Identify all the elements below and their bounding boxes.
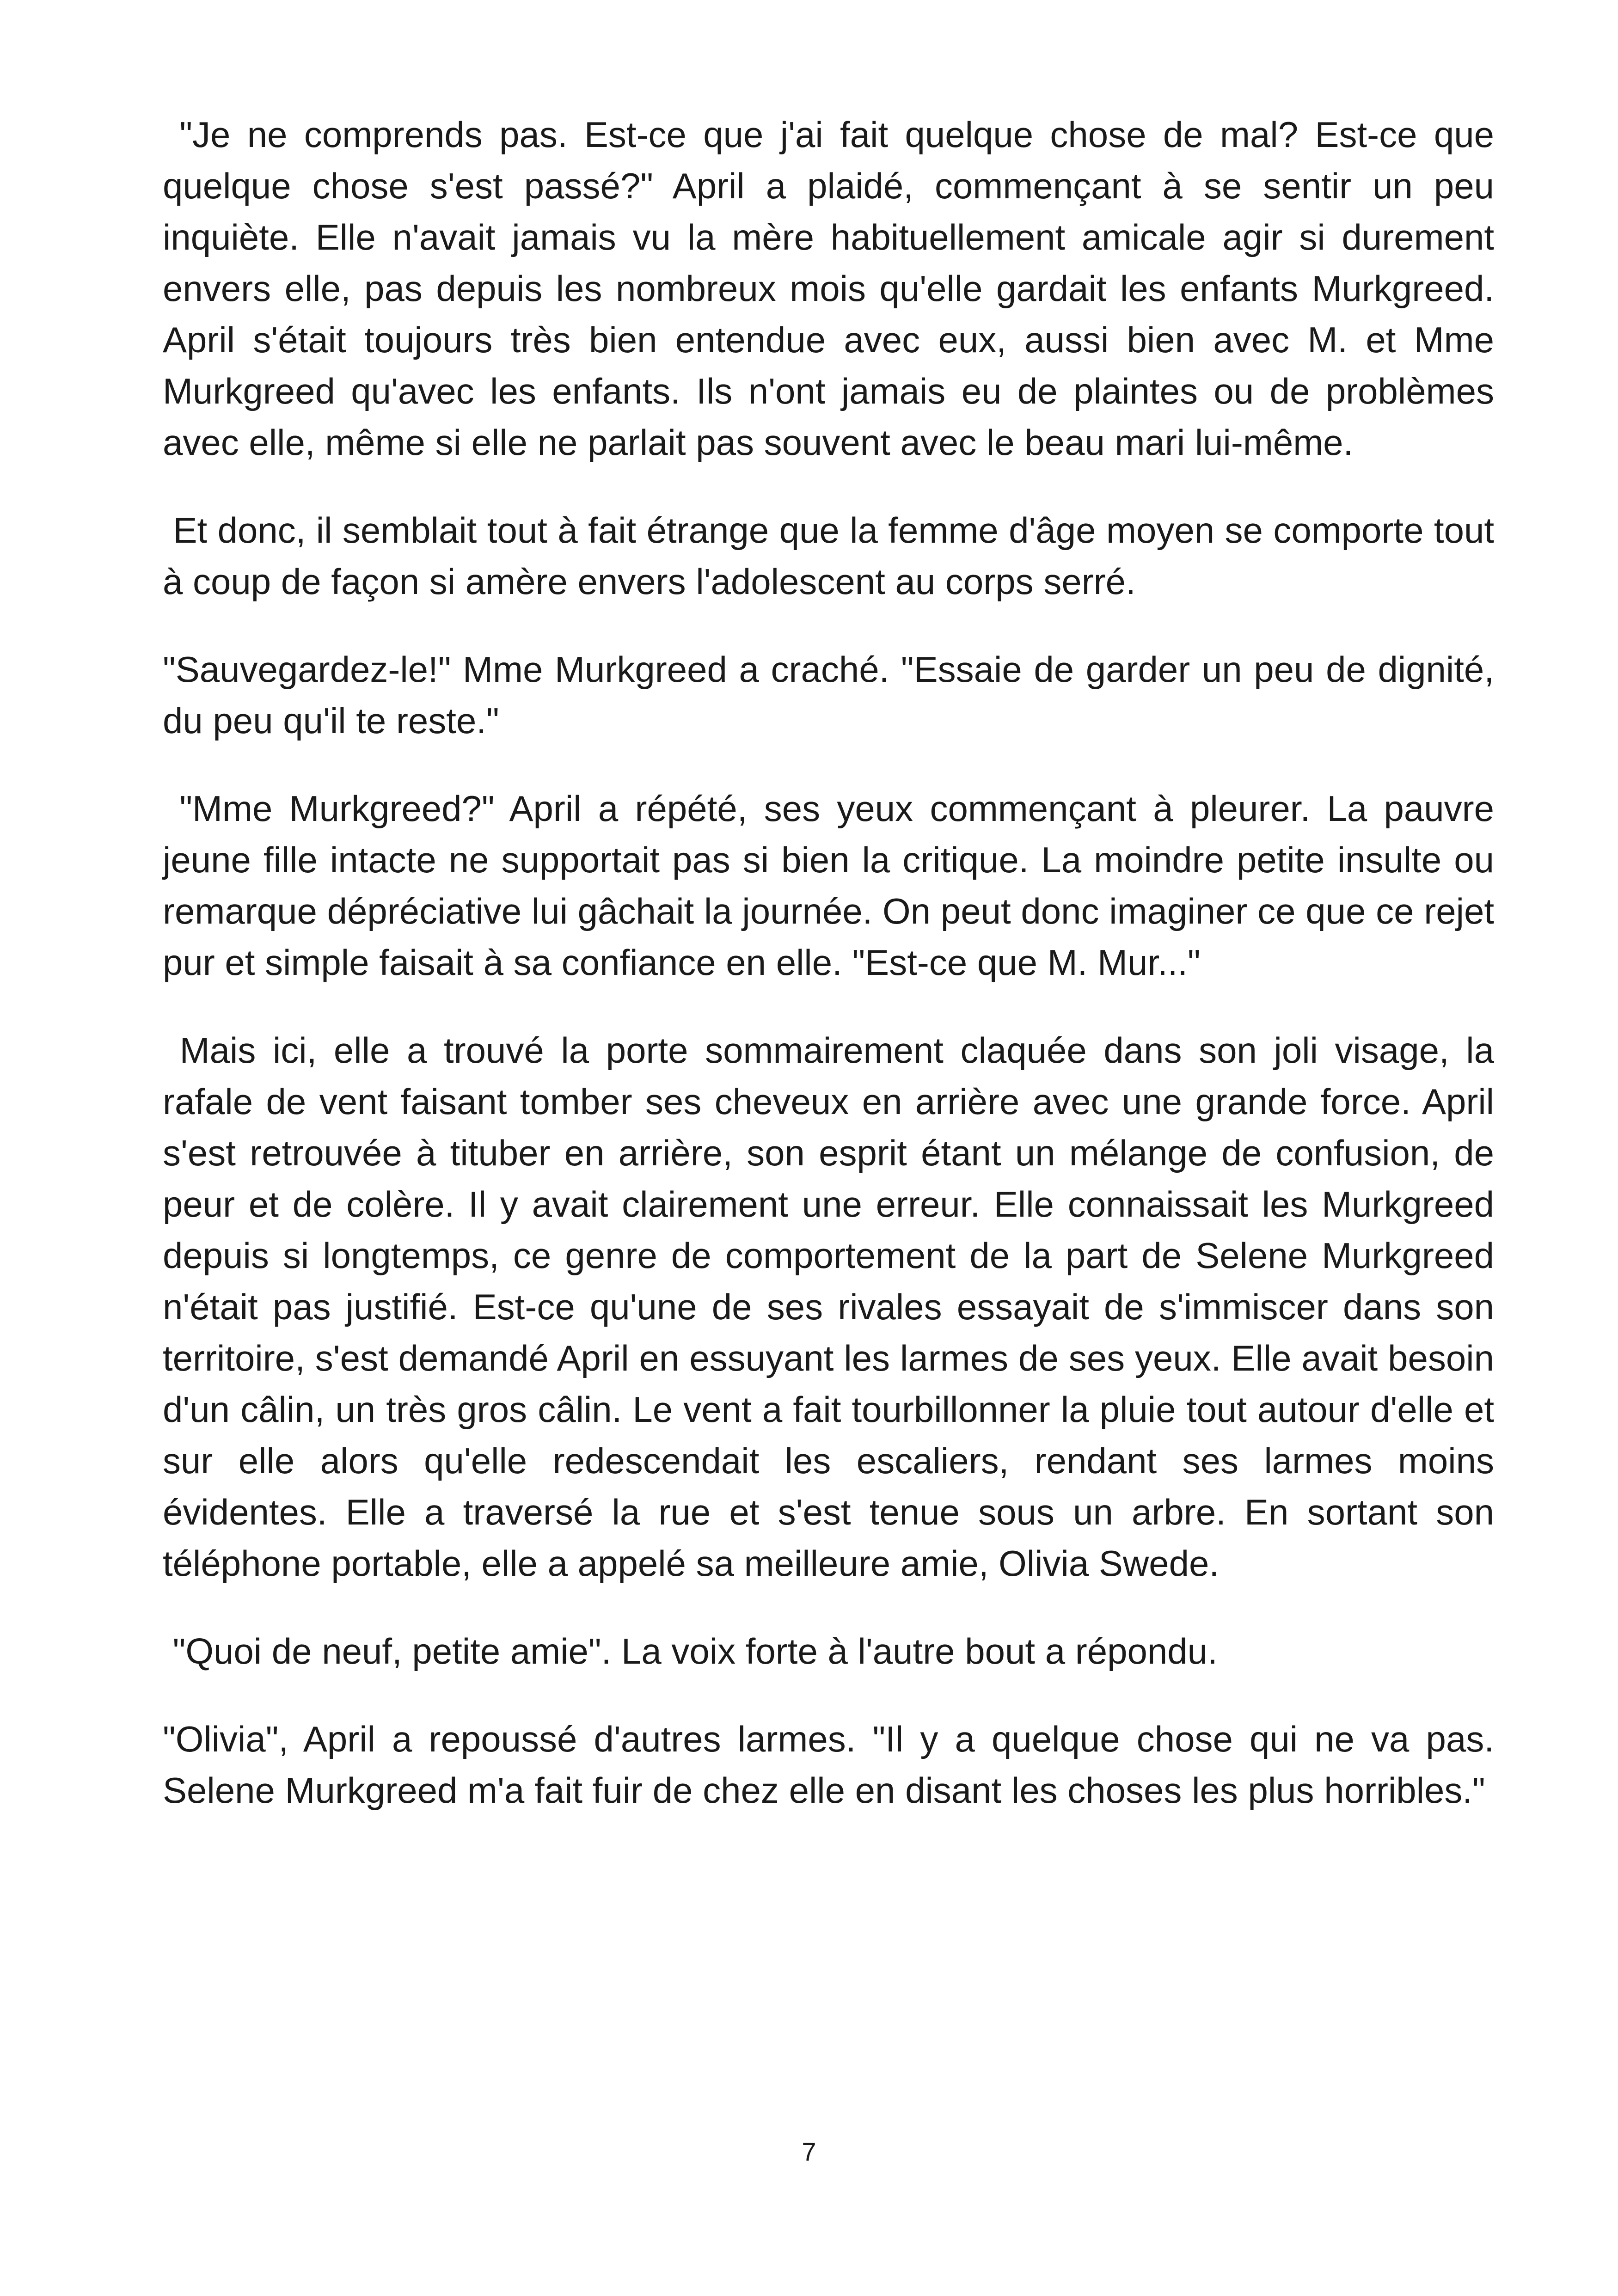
paragraph: "Quoi de neuf, petite amie". La voix forte à l'autre bout a répondu. (163, 1631, 1218, 1671)
paragraph: "Je ne comprends pas. Est-ce que j'ai fait quelque chose de mal? Est-ce que quelque chose s'est passé?" April a plaidé, commençant à se sentir un peu inquiète. Elle n'avait jamais vu la mère habituellement amicale agir si durement envers elle, pas depuis les nombreux mois qu'elle gardait les enfants Murkgreed. April s'était toujours très bien entendue avec eux, aussi bien avec M. et Mme Murkgreed qu'avec les enfants. Ils n'ont jamais eu de plaintes ou de problèmes avec elle, même si elle ne parlait pas souvent avec le beau mari lui-même. (163, 114, 1504, 463)
paragraph: "Sauvegardez-le!" Mme Murkgreed a craché. "Essaie de garder un peu de dignité, du peu qu'il te reste." (163, 649, 1504, 741)
paragraph: "Mme Murkgreed?" April a répété, ses yeux commençant à pleurer. La pauvre jeune fille intacte ne supportait pas si bien la critique. La moindre petite insulte ou remarque dépréciative lui gâchait la journée. On peut donc imaginer ce que ce rejet pur et simple faisait à sa confiance en elle. "Est-ce que M. Mur..." (163, 788, 1504, 983)
page-number: 7 (802, 2137, 816, 2166)
paragraph: "Olivia", April a repoussé d'autres larmes. "Il y a quelque chose qui ne va pas. Selene Murkgreed m'a fait fuir de chez elle en disant les choses les plus horribles." (163, 1719, 1504, 1811)
paragraph: Et donc, il semblait tout à fait étrange que la femme d'âge moyen se comporte tout à coup de façon si amère envers l'adolescent au corps serré. (163, 510, 1504, 602)
paragraph: Mais ici, elle a trouvé la porte sommairement claquée dans son joli visage, la rafale de vent faisant tomber ses cheveux en arrière avec une grande force. April s'est retrouvée à tituber en arrière, son esprit étant un mélange de confusion, de peur et de colère. Il y avait clairement une erreur. Elle connaissait les Murkgreed depuis si longtemps, ce genre de comportement de la part de Selene Murkgreed n'était pas justifié. Est-ce qu'une de ses rivales essayait de s'immiscer dans son territoire, s'est demandé April en essuyant les larmes de ses yeux. Elle avait besoin d'un câlin, un très gros câlin. Le vent a fait tourbillonner la pluie tout autour d'elle et sur elle alors qu'elle redescendait les escaliers, rendant ses larmes moins évidentes. Elle a traversé la rue et s'est tenue sous un arbre. En sortant son téléphone portable, elle a appelé sa meilleure amie, Olivia Swede. (163, 1030, 1504, 1584)
body-text (163, 109, 1504, 1816)
